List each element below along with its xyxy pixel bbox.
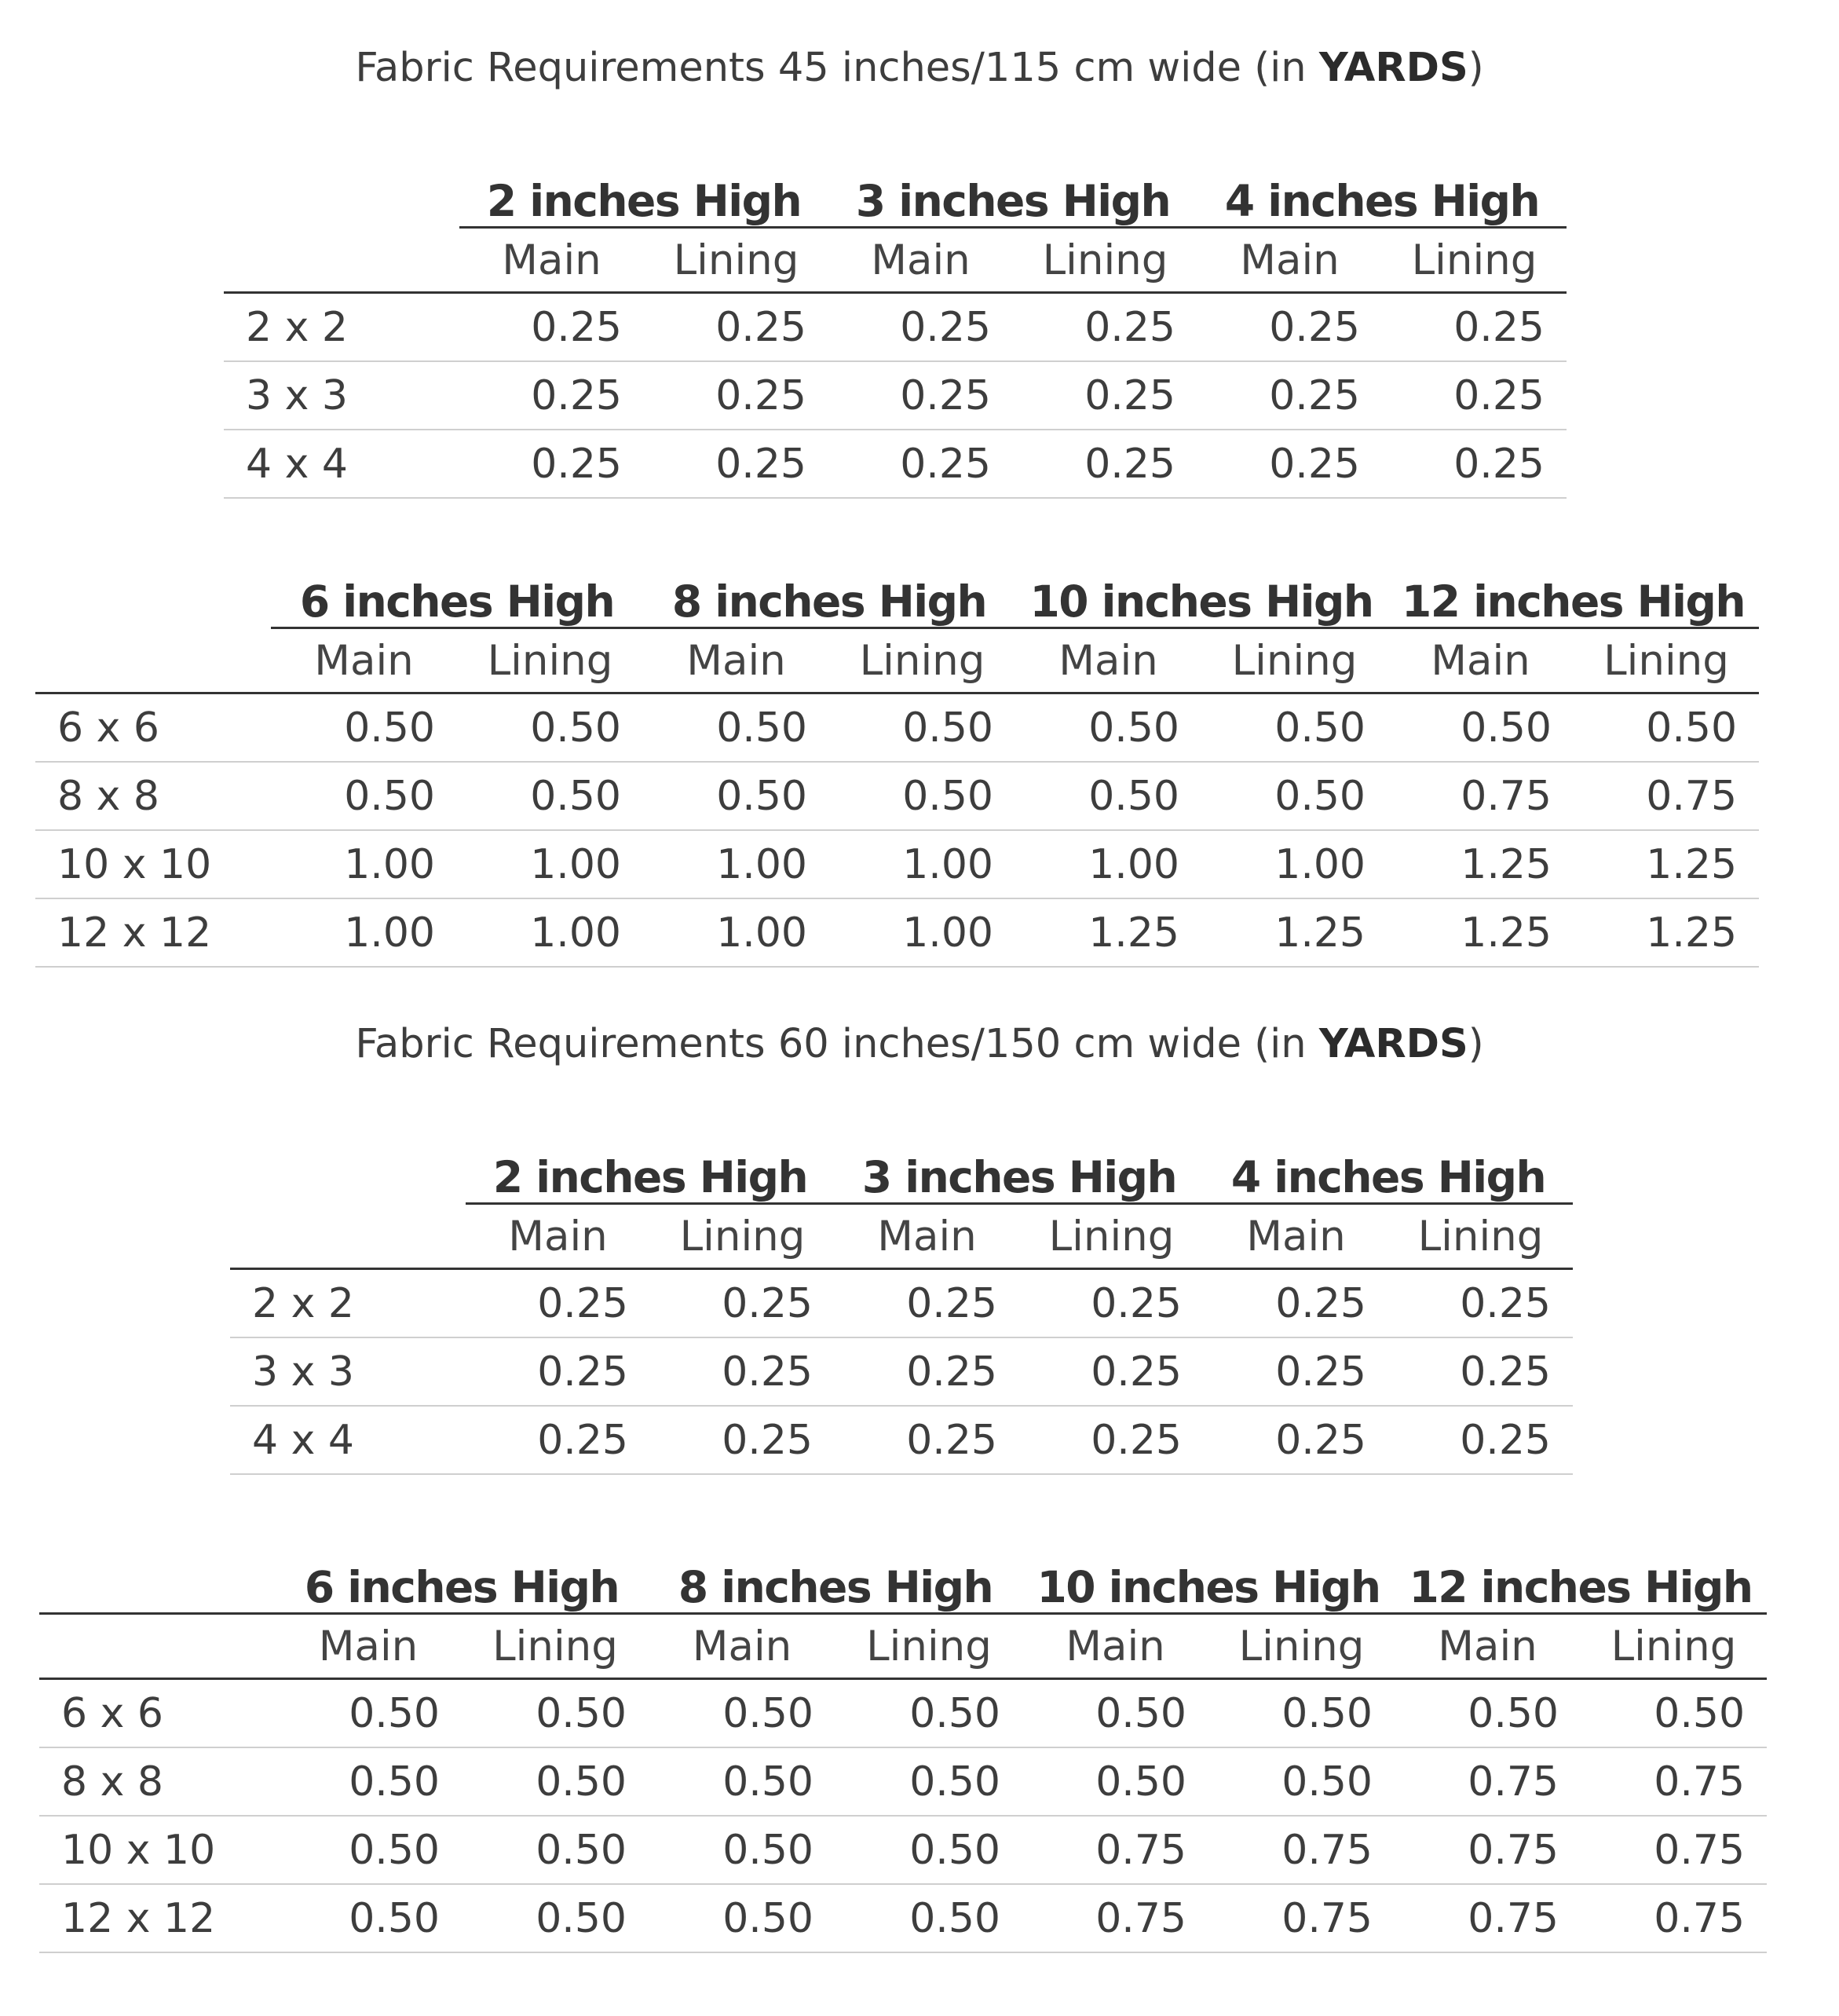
main-col-header: Main [1204,1204,1388,1269]
cell-value: 0.50 [649,1679,835,1748]
cell-value: 0.25 [650,1406,835,1474]
cell-value: 0.75 [1022,1884,1208,1952]
cell-value: 1.00 [457,898,643,967]
cell-value: 1.00 [271,830,457,898]
cell-value: 0.50 [462,1747,649,1816]
row-label: 3 x 3 [230,1337,466,1406]
large-table-60 [39,1543,1767,1953]
row-label: 6 x 6 [39,1679,275,1748]
cell-value: 0.25 [1013,430,1197,498]
row-label: 6 x 6 [35,693,271,763]
cell-value: 0.50 [1387,693,1574,763]
cell-value: 1.25 [1015,898,1201,967]
row-label: 2 x 2 [224,293,459,362]
main-col-header: Main [275,1614,462,1679]
cell-value: 0.25 [1204,1406,1388,1474]
cell-value: 1.00 [643,898,829,967]
cell-value: 1.00 [1015,830,1201,898]
lining-col-header: Lining [650,1204,835,1269]
cell-value: 0.75 [1208,1816,1395,1884]
stub-header [224,157,459,228]
main-col-header: Main [828,228,1013,293]
cell-value: 0.75 [1022,1816,1208,1884]
title-text: Fabric Requirements 45 inches/115 cm wide (in [355,45,1319,91]
cell-value: 0.50 [457,693,643,763]
cell-value: 0.25 [466,1406,650,1474]
main-col-header: Main [271,628,457,693]
row-label: 12 x 12 [35,898,271,967]
cell-value: 0.50 [1208,1747,1395,1816]
lining-col-header: Lining [829,628,1015,693]
table-row [230,1269,1573,1338]
row-label: 8 x 8 [35,762,271,830]
lining-col-header: Lining [1388,1204,1573,1269]
cell-value: 0.25 [644,361,828,430]
main-col-header: Main [1015,628,1201,693]
stub-subheader [230,1204,466,1269]
cell-value: 0.75 [1395,1884,1581,1952]
cell-value: 0.50 [835,1747,1022,1816]
row-label: 3 x 3 [224,361,459,430]
cell-value: 0.25 [466,1269,650,1338]
cell-value: 0.25 [1382,361,1567,430]
cell-value: 0.50 [829,762,1015,830]
row-label: 10 x 10 [39,1816,275,1884]
section-title [0,1021,1839,1068]
main-col-header: Main [1387,628,1574,693]
cell-value: 1.00 [643,830,829,898]
lining-col-header: Lining [1201,628,1387,693]
cell-value: 0.50 [835,1884,1022,1952]
cell-value: 0.25 [644,430,828,498]
cell-value: 0.50 [1015,693,1201,763]
cell-value: 0.50 [275,1747,462,1816]
lining-col-header: Lining [1208,1614,1395,1679]
cell-value: 0.50 [1395,1679,1581,1748]
cell-value: 1.00 [271,898,457,967]
height-header: 3 inches High [835,1133,1204,1204]
title-suffix: ) [1468,45,1484,91]
cell-value: 1.25 [1201,898,1387,967]
main-col-header: Main [1395,1614,1581,1679]
table-row [39,1816,1767,1884]
height-header: 2 inches High [466,1133,835,1204]
cell-value: 0.25 [1013,361,1197,430]
cell-value: 0.25 [644,293,828,362]
stub-header [39,1543,275,1614]
main-col-header: Main [649,1614,835,1679]
cell-value: 0.50 [462,1884,649,1952]
table-row [230,1337,1573,1406]
main-col-header: Main [459,228,644,293]
section-title [0,45,1839,92]
cell-value: 0.25 [835,1337,1019,1406]
cell-value: 1.25 [1574,830,1759,898]
cell-value: 0.25 [1013,293,1197,362]
table-row [39,1884,1767,1952]
row-label: 4 x 4 [230,1406,466,1474]
cell-value: 0.50 [643,693,829,763]
cell-value: 0.50 [649,1747,835,1816]
cell-value: 0.25 [1388,1406,1573,1474]
stub-subheader [224,228,459,293]
table-row [224,293,1567,362]
cell-value: 0.50 [275,1884,462,1952]
cell-value: 0.50 [1022,1747,1208,1816]
cell-value: 0.75 [1581,1884,1767,1952]
height-header: 8 inches High [643,558,1015,628]
row-label: 12 x 12 [39,1884,275,1952]
cell-value: 0.25 [1197,293,1382,362]
cell-value: 0.50 [1208,1679,1395,1748]
height-header: 4 inches High [1204,1133,1573,1204]
table-row [224,430,1567,498]
stub-subheader [35,628,271,693]
lining-col-header: Lining [1382,228,1567,293]
table-row [35,830,1759,898]
cell-value: 0.50 [271,693,457,763]
row-label: 10 x 10 [35,830,271,898]
cell-value: 0.75 [1574,762,1759,830]
cell-value: 0.50 [829,693,1015,763]
height-header: 4 inches High [1197,157,1567,228]
table-row [224,361,1567,430]
cell-value: 1.00 [829,830,1015,898]
small-table-45 [224,157,1567,499]
cell-value: 0.50 [275,1679,462,1748]
cell-value: 1.00 [829,898,1015,967]
cell-value: 0.75 [1208,1884,1395,1952]
lining-col-header: Lining [835,1614,1022,1679]
height-header: 6 inches High [304,1562,620,1612]
stub-subheader [39,1614,275,1679]
row-label: 4 x 4 [224,430,459,498]
table-row [39,1679,1767,1748]
height-header: 6 inches High [271,558,643,628]
cell-value: 0.25 [1204,1269,1388,1338]
lining-col-header: Lining [644,228,828,293]
cell-value: 0.25 [1388,1269,1573,1338]
cell-value: 0.50 [649,1816,835,1884]
cell-value: 0.25 [1388,1337,1573,1406]
lining-col-header: Lining [1581,1614,1767,1679]
cell-value: 0.25 [466,1337,650,1406]
cell-value: 0.25 [459,293,644,362]
cell-value: 0.50 [1574,693,1759,763]
cell-value: 0.25 [1204,1337,1388,1406]
cell-value: 1.25 [1387,830,1574,898]
cell-value: 0.25 [828,430,1013,498]
cell-value: 0.25 [459,430,644,498]
cell-value: 0.75 [1581,1747,1767,1816]
cell-value: 0.25 [835,1406,1019,1474]
large-table-45 [35,558,1759,968]
height-header: 12 inches High [1409,1562,1753,1612]
lining-col-header: Lining [1574,628,1759,693]
table-row [39,1747,1767,1816]
cell-value: 0.25 [1019,1269,1204,1338]
small-table-60 [230,1133,1573,1475]
height-header: 10 inches High [1036,1562,1380,1612]
cell-value: 0.50 [835,1816,1022,1884]
cell-value: 0.50 [275,1816,462,1884]
height-header: 10 inches High [1015,558,1387,628]
lining-col-header: Lining [1019,1204,1204,1269]
cell-value: 0.25 [1382,430,1567,498]
units-word: YARDS [1318,1021,1468,1067]
cell-value: 0.50 [643,762,829,830]
cell-value: 1.00 [457,830,643,898]
cell-value: 0.25 [828,293,1013,362]
lining-col-header: Lining [457,628,643,693]
main-col-header: Main [835,1204,1019,1269]
height-header: 8 inches High [678,1562,993,1612]
cell-value: 0.50 [1022,1679,1208,1748]
cell-value: 0.25 [1019,1406,1204,1474]
title-text: Fabric Requirements 60 inches/150 cm wide (in [355,1021,1319,1067]
main-col-header: Main [643,628,829,693]
height-header: 12 inches High [1387,558,1759,628]
row-label: 2 x 2 [230,1269,466,1338]
cell-value: 0.50 [462,1679,649,1748]
cell-value: 0.25 [828,361,1013,430]
cell-value: 0.25 [459,361,644,430]
cell-value: 0.75 [1387,762,1574,830]
table-row [230,1406,1573,1474]
table-row [35,693,1759,763]
cell-value: 0.50 [1015,762,1201,830]
cell-value: 0.50 [457,762,643,830]
cell-value: 0.50 [1201,762,1387,830]
main-col-header: Main [466,1204,650,1269]
cell-value: 0.25 [1197,361,1382,430]
cell-value: 0.25 [1019,1337,1204,1406]
height-header: 2 inches High [459,157,828,228]
cell-value: 0.50 [462,1816,649,1884]
cell-value: 0.75 [1395,1747,1581,1816]
cell-value: 0.25 [1197,430,1382,498]
lining-col-header: Lining [1013,228,1197,293]
cell-value: 1.25 [1574,898,1759,967]
cell-value: 0.50 [271,762,457,830]
cell-value: 0.50 [649,1884,835,1952]
table-row [35,898,1759,967]
main-col-header: Main [1022,1614,1208,1679]
row-label: 8 x 8 [39,1747,275,1816]
main-col-header: Main [1197,228,1382,293]
table-row [35,762,1759,830]
cell-value: 0.50 [1581,1679,1767,1748]
stub-header [35,558,271,628]
cell-value: 0.75 [1581,1816,1767,1884]
cell-value: 1.00 [1201,830,1387,898]
cell-value: 1.25 [1387,898,1574,967]
cell-value: 0.50 [1201,693,1387,763]
cell-value: 0.25 [835,1269,1019,1338]
stub-header [230,1133,466,1204]
cell-value: 0.50 [835,1679,1022,1748]
title-suffix: ) [1468,1021,1484,1067]
height-header: 3 inches High [828,157,1197,228]
cell-value: 0.25 [1382,293,1567,362]
cell-value: 0.25 [650,1337,835,1406]
cell-value: 0.25 [650,1269,835,1338]
units-word: YARDS [1318,45,1468,91]
cell-value: 0.75 [1395,1816,1581,1884]
lining-col-header: Lining [462,1614,649,1679]
